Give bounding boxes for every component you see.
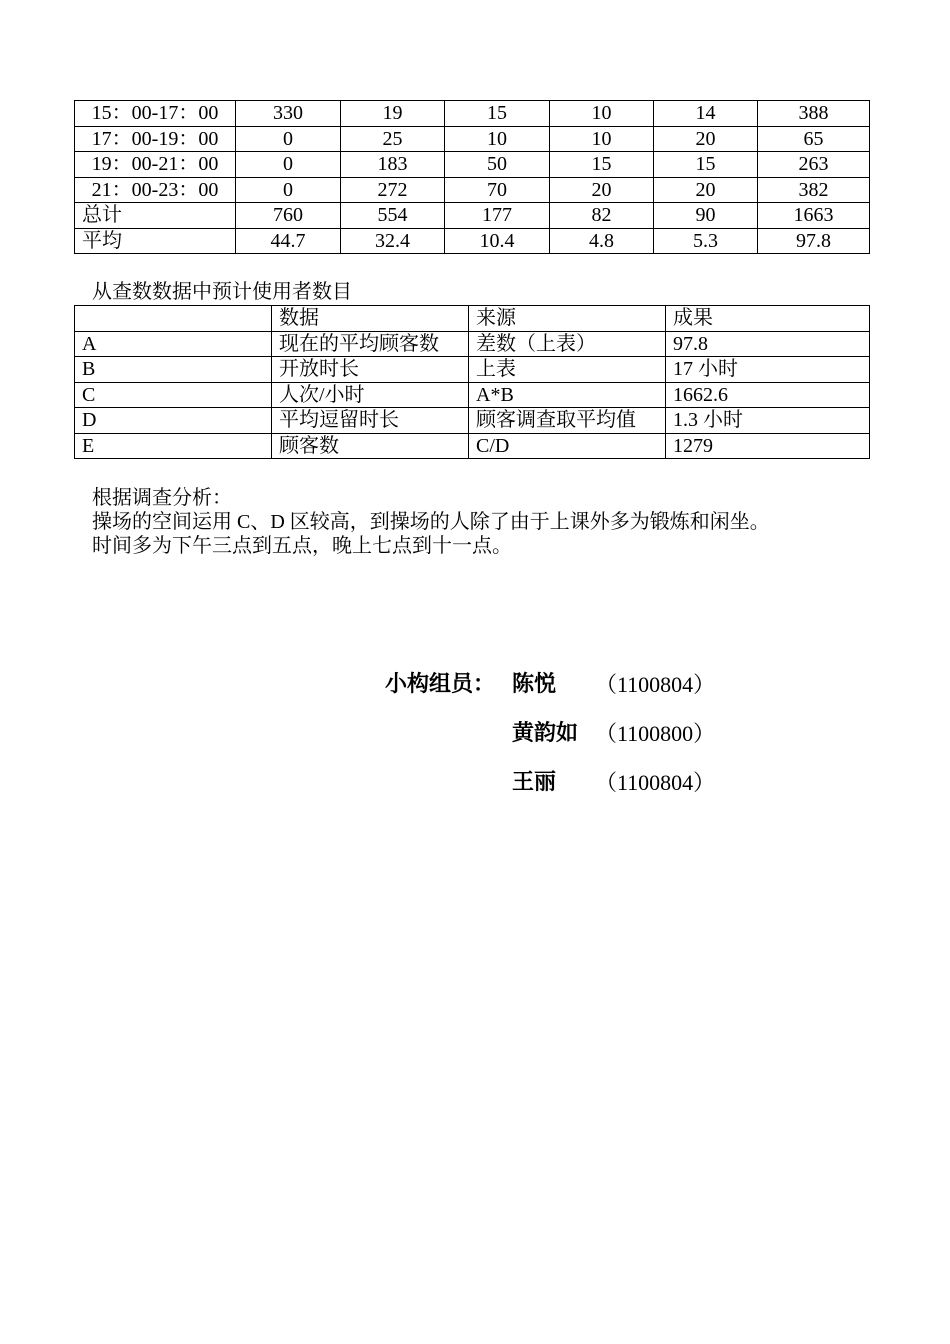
item-label-cell: A [75, 331, 272, 357]
usage-table-row [75, 152, 870, 178]
usage-table-body [75, 101, 870, 254]
value-cell: 10.4 [445, 228, 550, 254]
value-cell: 330 [236, 101, 341, 127]
estimate-cell: 1.3 小时 [666, 408, 870, 434]
analysis-line: 时间多为下午三点到五点，晚上七点到十一点。 [92, 535, 512, 557]
value-cell: 10 [550, 126, 654, 152]
value-cell: 1663 [758, 203, 870, 229]
value-cell: 15 [550, 152, 654, 178]
value-cell: 177 [445, 203, 550, 229]
value-cell: 5.3 [654, 228, 758, 254]
row-label-cell: 总计 [75, 203, 236, 229]
row-label-cell: 21：00-23：00 [75, 177, 236, 203]
item-label-cell: C [75, 382, 272, 408]
row-label-cell: 19：00-21：00 [75, 152, 236, 178]
value-cell: 19 [341, 101, 445, 127]
usage-table-row [75, 101, 870, 127]
estimate-cell: 1662.6 [666, 382, 870, 408]
estimate-table-body [75, 306, 870, 459]
value-cell: 760 [236, 203, 341, 229]
analysis-heading: 根据调查分析： [92, 487, 232, 509]
estimate-cell: 现在的平均顾客数 [272, 331, 469, 357]
members-label: 小构组员： [385, 672, 496, 697]
member-id: （1100804） [595, 770, 716, 795]
row-label-cell: 17：00-19：00 [75, 126, 236, 152]
estimate-cell: 顾客调查取平均值 [469, 408, 666, 434]
header-cell: 数据 [272, 306, 469, 332]
estimate-cell: 上表 [469, 357, 666, 383]
value-cell: 20 [654, 177, 758, 203]
estimate-cell: 顾客数 [272, 433, 469, 459]
estimate-cell: A*B [469, 382, 666, 408]
estimate-cell: 1279 [666, 433, 870, 459]
value-cell: 15 [445, 101, 550, 127]
value-cell: 14 [654, 101, 758, 127]
value-cell: 382 [758, 177, 870, 203]
estimate-row [75, 331, 870, 357]
estimate-caption: 从查数数据中预计使用者数目 [92, 281, 352, 303]
estimate-row [75, 408, 870, 434]
item-label-cell: E [75, 433, 272, 459]
member-name: 陈悦 [512, 672, 557, 697]
value-cell: 32.4 [341, 228, 445, 254]
value-cell: 0 [236, 177, 341, 203]
value-cell: 183 [341, 152, 445, 178]
usage-table-row [75, 203, 870, 229]
value-cell: 272 [341, 177, 445, 203]
value-cell: 65 [758, 126, 870, 152]
usage-table-row [75, 177, 870, 203]
estimate-cell: C/D [469, 433, 666, 459]
value-cell: 10 [445, 126, 550, 152]
estimate-cell: 97.8 [666, 331, 870, 357]
value-cell: 44.7 [236, 228, 341, 254]
header-cell: 来源 [469, 306, 666, 332]
row-label-cell: 15：00-17：00 [75, 101, 236, 127]
member-id: （1100804） [595, 672, 716, 697]
member-name: 王丽 [512, 770, 557, 795]
value-cell: 0 [236, 126, 341, 152]
value-cell: 82 [550, 203, 654, 229]
value-cell: 4.8 [550, 228, 654, 254]
value-cell: 10 [550, 101, 654, 127]
value-cell: 554 [341, 203, 445, 229]
estimate-cell: 开放时长 [272, 357, 469, 383]
usage-table-row [75, 228, 870, 254]
analysis-section [92, 486, 770, 558]
row-label-cell: 平均 [75, 228, 236, 254]
item-label-cell: D [75, 408, 272, 434]
value-cell: 90 [654, 203, 758, 229]
header-cell: 成果 [666, 306, 870, 332]
value-cell: 50 [445, 152, 550, 178]
header-cell [75, 306, 272, 332]
estimate-row [75, 357, 870, 383]
value-cell: 25 [341, 126, 445, 152]
estimate-header-row [75, 306, 870, 332]
estimate-cell: 差数（上表） [469, 331, 666, 357]
value-cell: 20 [654, 126, 758, 152]
member-id: （1100800） [595, 721, 716, 746]
value-cell: 263 [758, 152, 870, 178]
value-cell: 15 [654, 152, 758, 178]
estimate-table [74, 305, 870, 459]
value-cell: 97.8 [758, 228, 870, 254]
estimate-cell: 平均逗留时长 [272, 408, 469, 434]
value-cell: 70 [445, 177, 550, 203]
estimate-cell: 人次/小时 [272, 382, 469, 408]
value-cell: 20 [550, 177, 654, 203]
estimate-row [75, 433, 870, 459]
value-cell: 0 [236, 152, 341, 178]
analysis-line: 操场的空间运用 C、D 区较高，到操场的人除了由于上课外多为锻炼和闲坐。 [92, 511, 770, 533]
member-name: 黄韵如 [512, 721, 579, 746]
estimate-row [75, 382, 870, 408]
value-cell: 388 [758, 101, 870, 127]
estimate-cell: 17 小时 [666, 357, 870, 383]
usage-table [74, 100, 870, 254]
item-label-cell: B [75, 357, 272, 383]
usage-table-row [75, 126, 870, 152]
